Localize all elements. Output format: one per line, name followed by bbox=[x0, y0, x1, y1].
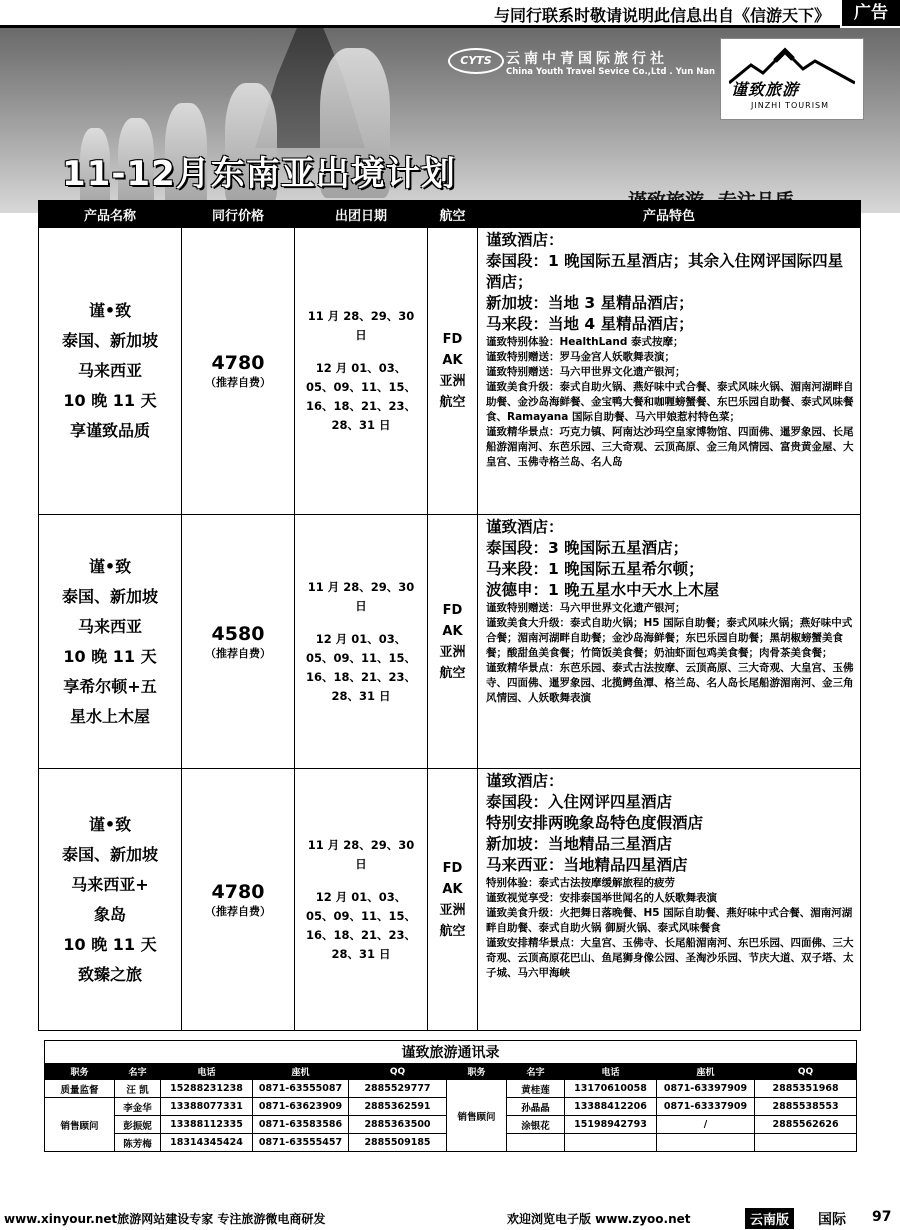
company-name: 云南中青国际旅行社 bbox=[506, 51, 668, 67]
product-name: 谨•致 泰国、新加坡 马来西亚 10 晚 11 天 享希尔顿+五 星水上木屋 bbox=[39, 515, 182, 769]
departure-dates: 11 月 28、29、30 日 12 月 01、03、 05、09、11、15、 16、18、21、23、 28、31 日 bbox=[295, 515, 428, 769]
page-footer bbox=[0, 1206, 900, 1230]
contact-role: 销售顾问 bbox=[447, 1080, 507, 1152]
product-price bbox=[182, 515, 295, 769]
product-features: 谨致酒店： 泰国段：3 晚国际五星酒店； 马来段：1 晚国际五星希尔顿； 波德申：1 晚五星水中天水上木屋 谨致特别赠送：马六甲世界文化遗产银河； 谨致美食大升级：泰式自助火锅；H5 国际自助餐；泰式风味火锅；燕好味中式合餐；湄南河湖畔自助餐；金沙岛海鲜餐；东巴乐园自助餐；黑胡椒螃蟹美食餐；酸甜鱼美食餐；竹筒饭美食餐；奶油虾面包鸡美食餐；肉骨茶美食餐； 谨致精华景点：东芭乐园、泰式古法按摩、云顶高原、三大奇观、大皇宫、玉佛寺、四面佛、暹罗象园、北揽鳄鱼潭、格兰岛、名人岛长尾船游湄南河、金三角风情园、人妖歌舞表演 bbox=[478, 515, 861, 769]
table-row bbox=[39, 769, 861, 1031]
contact-role: 质量监督 bbox=[45, 1080, 115, 1098]
page-title: 11-12月东南亚出境计划 bbox=[62, 154, 456, 194]
price-note: （推荐自费） bbox=[205, 904, 271, 918]
header-price: 同行价格 bbox=[182, 201, 295, 228]
airline: FD AK 亚洲 航空 bbox=[428, 515, 478, 769]
departure-dates: 11 月 28、29、30 日 12 月 01、03、 05、09、11、15、 16、18、21、23、 28、31 日 bbox=[295, 228, 428, 515]
price-note: （推荐自费） bbox=[205, 646, 271, 660]
contact-role: 销售顾问 bbox=[45, 1098, 115, 1152]
table-row bbox=[39, 515, 861, 769]
contact-title: 谨致旅游通讯录 bbox=[45, 1041, 857, 1064]
source-notice: 与同行联系时敬请说明此信息出自《信游天下》 bbox=[493, 6, 830, 25]
price-value: 4580 bbox=[211, 622, 265, 645]
banner bbox=[0, 28, 900, 213]
contact-row: 销售顾问 李金华 13388077331 0871-63623909 2885362591 孙晶晶 13388412206 0871-63337909 2885538553 bbox=[45, 1098, 857, 1116]
product-features: 谨致酒店： 泰国段：1 晚国际五星酒店；其余入住网评国际四星酒店； 新加坡：当地 3 星精品酒店； 马来段：当地 4 星精品酒店； 谨致特别体验：HealthLand 泰式按摩； 谨致特别赠送：罗马金宫人妖歌舞表演； 谨致特别赠送：马六甲世界文化遗产银河； 谨致美食升级：泰式自助火锅、燕好味中式合餐、泰式风味火锅、湄南河湖畔自助餐、金沙岛海鲜餐、金宝鸭大餐和咖喱螃蟹餐、东巴乐园自助餐、泰式风味餐食、Ramayana 国际自助餐、马六甲娘惹村特色菜； 谨致精华景点：巧克力镇、阿南达沙玛空皇家博物馆、四面佛、暹罗象园、长尾船游湄南河、东芭乐园、三大奇观、云顶高原、金三角风情园、富贵黄金屋、大皇宫、玉佛寺格兰岛、名人岛 bbox=[478, 228, 861, 515]
product-name: 谨•致 泰国、新加坡 马来西亚+ 象岛 10 晚 11 天 致臻之旅 bbox=[39, 769, 182, 1031]
page-number: 97 bbox=[872, 1209, 892, 1225]
brand-name: 谨致旅游 bbox=[731, 80, 800, 99]
price-value: 4780 bbox=[211, 880, 265, 903]
header-features: 产品特色 bbox=[478, 201, 861, 228]
brand-logo bbox=[720, 38, 864, 120]
product-features: 谨致酒店： 泰国段：入住网评四星酒店 特别安排两晚象岛特色度假酒店 新加坡：当地精品三星酒店 马来西亚：当地精品四星酒店 特别体验：泰式古法按摩缓解旅程的疲劳 谨致视觉享受：安排泰国举世闻名的人妖歌舞表演 谨致美食升级：火把舞日落晚餐、H5 国际自助餐、燕好味中式合餐、湄南河湖畔自助餐、泰式自助火锅 御厨火锅、泰式风味餐食 谨致安排精华景点：大皇宫、玉佛寺、长尾船湄南河、东巴乐园、四面佛、三大奇观、云顶高原花巴山、鱼尾狮身像公园、圣淘沙乐园、节庆大道、双子塔、太子城、马六甲海峡 bbox=[478, 769, 861, 1031]
edition-tag: 云南版 bbox=[745, 1208, 794, 1229]
contact-row: 质量监督 汪 凯 15288231238 0871-63555087 2885529777 销售顾问 黄桂莲 13170610058 0871-63397909 2885351968 bbox=[45, 1080, 857, 1098]
product-name: 谨•致 泰国、新加坡 马来西亚 10 晚 11 天 享谨致品质 bbox=[39, 228, 182, 515]
airline: FD AK 亚洲 航空 bbox=[428, 228, 478, 515]
airline: FD AK 亚洲 航空 bbox=[428, 769, 478, 1031]
ad-tag: 广告 bbox=[842, 0, 900, 26]
product-price bbox=[182, 769, 295, 1031]
product-table-panel bbox=[38, 200, 860, 1036]
contact-row: 陈芳梅 18314345424 0871-63555457 2885509185 bbox=[45, 1134, 857, 1152]
price-value: 4780 bbox=[211, 352, 265, 374]
contact-table bbox=[44, 1040, 857, 1152]
header-dates: 出团日期 bbox=[295, 201, 428, 228]
contact-directory bbox=[44, 1040, 856, 1152]
top-bar bbox=[0, 0, 900, 26]
contact-title-row bbox=[45, 1041, 857, 1064]
company-logo: CYTS bbox=[448, 48, 504, 74]
contact-row: 彭振妮 13388112335 0871-63583586 2885363500 涂银花 15198942793 / 2885562626 bbox=[45, 1116, 857, 1134]
product-price bbox=[182, 228, 295, 515]
contact-header-row: 职务 名字 电话 座机 QQ 职务 名字 电话 座机 QQ bbox=[45, 1064, 857, 1080]
table-row bbox=[39, 228, 861, 515]
company-name-en: China Youth Travel Sevice Co.,Ltd . Yun Nan bbox=[506, 67, 716, 77]
product-table bbox=[38, 200, 861, 1031]
footer-site-text: 欢迎浏览电子版 www.zyoo.net bbox=[507, 1212, 691, 1226]
brand-name-en: JINZHI TOURISM bbox=[751, 101, 830, 110]
header-product-name: 产品名称 bbox=[39, 201, 182, 228]
section-label: 国际 bbox=[818, 1212, 846, 1228]
footer-left-text: www.xinyour.net旅游网站建设专家 专注旅游微电商研发 bbox=[4, 1212, 326, 1226]
table-header bbox=[39, 201, 861, 228]
header-airline: 航空 bbox=[428, 201, 478, 228]
price-note: （推荐自费） bbox=[205, 376, 271, 389]
departure-dates: 11 月 28、29、30 日 12 月 01、03、 05、09、11、15、 16、18、21、23、 28、31 日 bbox=[295, 769, 428, 1031]
